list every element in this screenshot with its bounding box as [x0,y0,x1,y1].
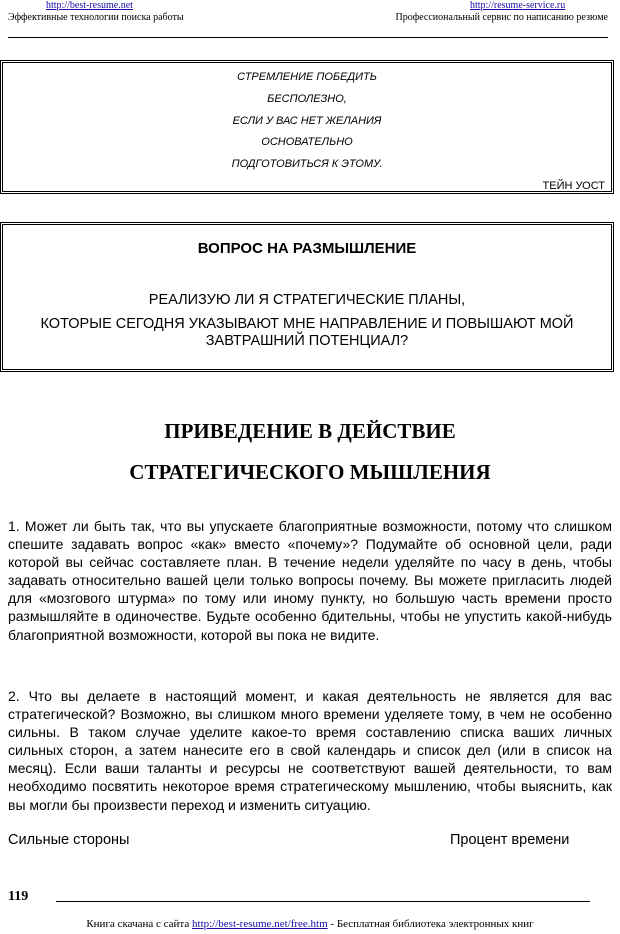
footer-text-before: Книга скачана с сайта [86,918,193,930]
quote-line: ЕСЛИ У ВАС НЕТ ЖЕЛАНИЯ [232,115,382,127]
section-title-line2: СТРАТЕГИЧЕСКОГО МЫШЛЕНИЯ [129,460,491,484]
footer-text [0,918,620,930]
header-link-left[interactable]: http://best-resume.net [46,0,133,11]
quote-line: БЕСПОЛЕЗНО, [267,93,347,105]
question-line: РЕАЛИЗУЮ ЛИ Я СТРАТЕГИЧЕСКИЕ ПЛАНЫ, [148,292,466,308]
quote-box [0,60,614,194]
quote-line: ПОДГОТОВИТЬСЯ К ЭТОМУ. [231,158,383,170]
question-title: ВОПРОС НА РАЗМЫШЛЕНИЕ [197,240,417,257]
header-link-right[interactable]: http://resume-service.ru [470,0,566,11]
column-label-time-percent: Процент времени [450,832,570,848]
footer-divider [56,901,590,902]
quote-author: ТЕЙН УОСТ [542,180,605,192]
footer-text-after: - Бесплатная библиотека электронных книг [327,918,534,930]
paragraph-2: 2. Что вы делаете в настоящий момент, и какая деятельность не является для вас стратегической? Возможно, вы слишком много времени уделяете тому, в чем не особенно сильны. В таком случае уделите какое-то время составлению списка ваших личных сильных сторон, а затем нанесите его в свой календарь и список дел (или в список на месяц). Если ваши таланты и ресурсы не соответствуют вашей деятельности, то вам необходимо посвятить некоторое время стратегическому мышлению, чтобы выяснить, как вы могли бы произвести переход и изменить ситуацию. [8,688,612,813]
column-label-strengths: Сильные стороны [8,832,130,848]
section-title-line1: ПРИВЕДЕНИЕ В ДЕЙСТВИЕ [164,419,456,443]
header-divider [8,37,608,38]
header-subtitle-left: Эффективные технологии поиска работы [8,12,184,23]
header-subtitle-right: Профессиональный сервис по написанию резюме [395,12,608,23]
footer-link[interactable]: http://best-resume.net/free.htm [192,918,328,930]
question-line: ЗАВТРАШНИЙ ПОТЕНЦИАЛ? [205,333,409,349]
paragraph-1: 1. Может ли быть так, что вы упускаете благоприятные возможности, потому что слишком спешите задавать вопрос «как» вместо «почему»? Подумайте об основной цели, ради которой вы сейчас составляете план. В течение недели уделяйте по часу в день, чтобы задавать относительно вашей цели только вопросы почему. Вы можете пригласить людей для «мозгового штурма» по тому или иному пункту, но большую часть времени просто размышляйте в одиночестве. Будьте особенно бдительны, чтобы не упустить какой-нибудь благоприятной возможности, которой вы пока не видите. [8,518,612,643]
quote-line: ОСНОВАТЕЛЬНО [261,136,353,148]
question-line: КОТОРЫЕ СЕГОДНЯ УКАЗЫВАЮТ МНЕ НАПРАВЛЕНИЕ И ПОВЫШАЮТ МОЙ [40,316,574,332]
question-box [0,222,614,372]
quote-line: СТРЕМЛЕНИЕ ПОБЕДИТЬ [237,71,377,83]
page-number: 119 [8,889,29,904]
